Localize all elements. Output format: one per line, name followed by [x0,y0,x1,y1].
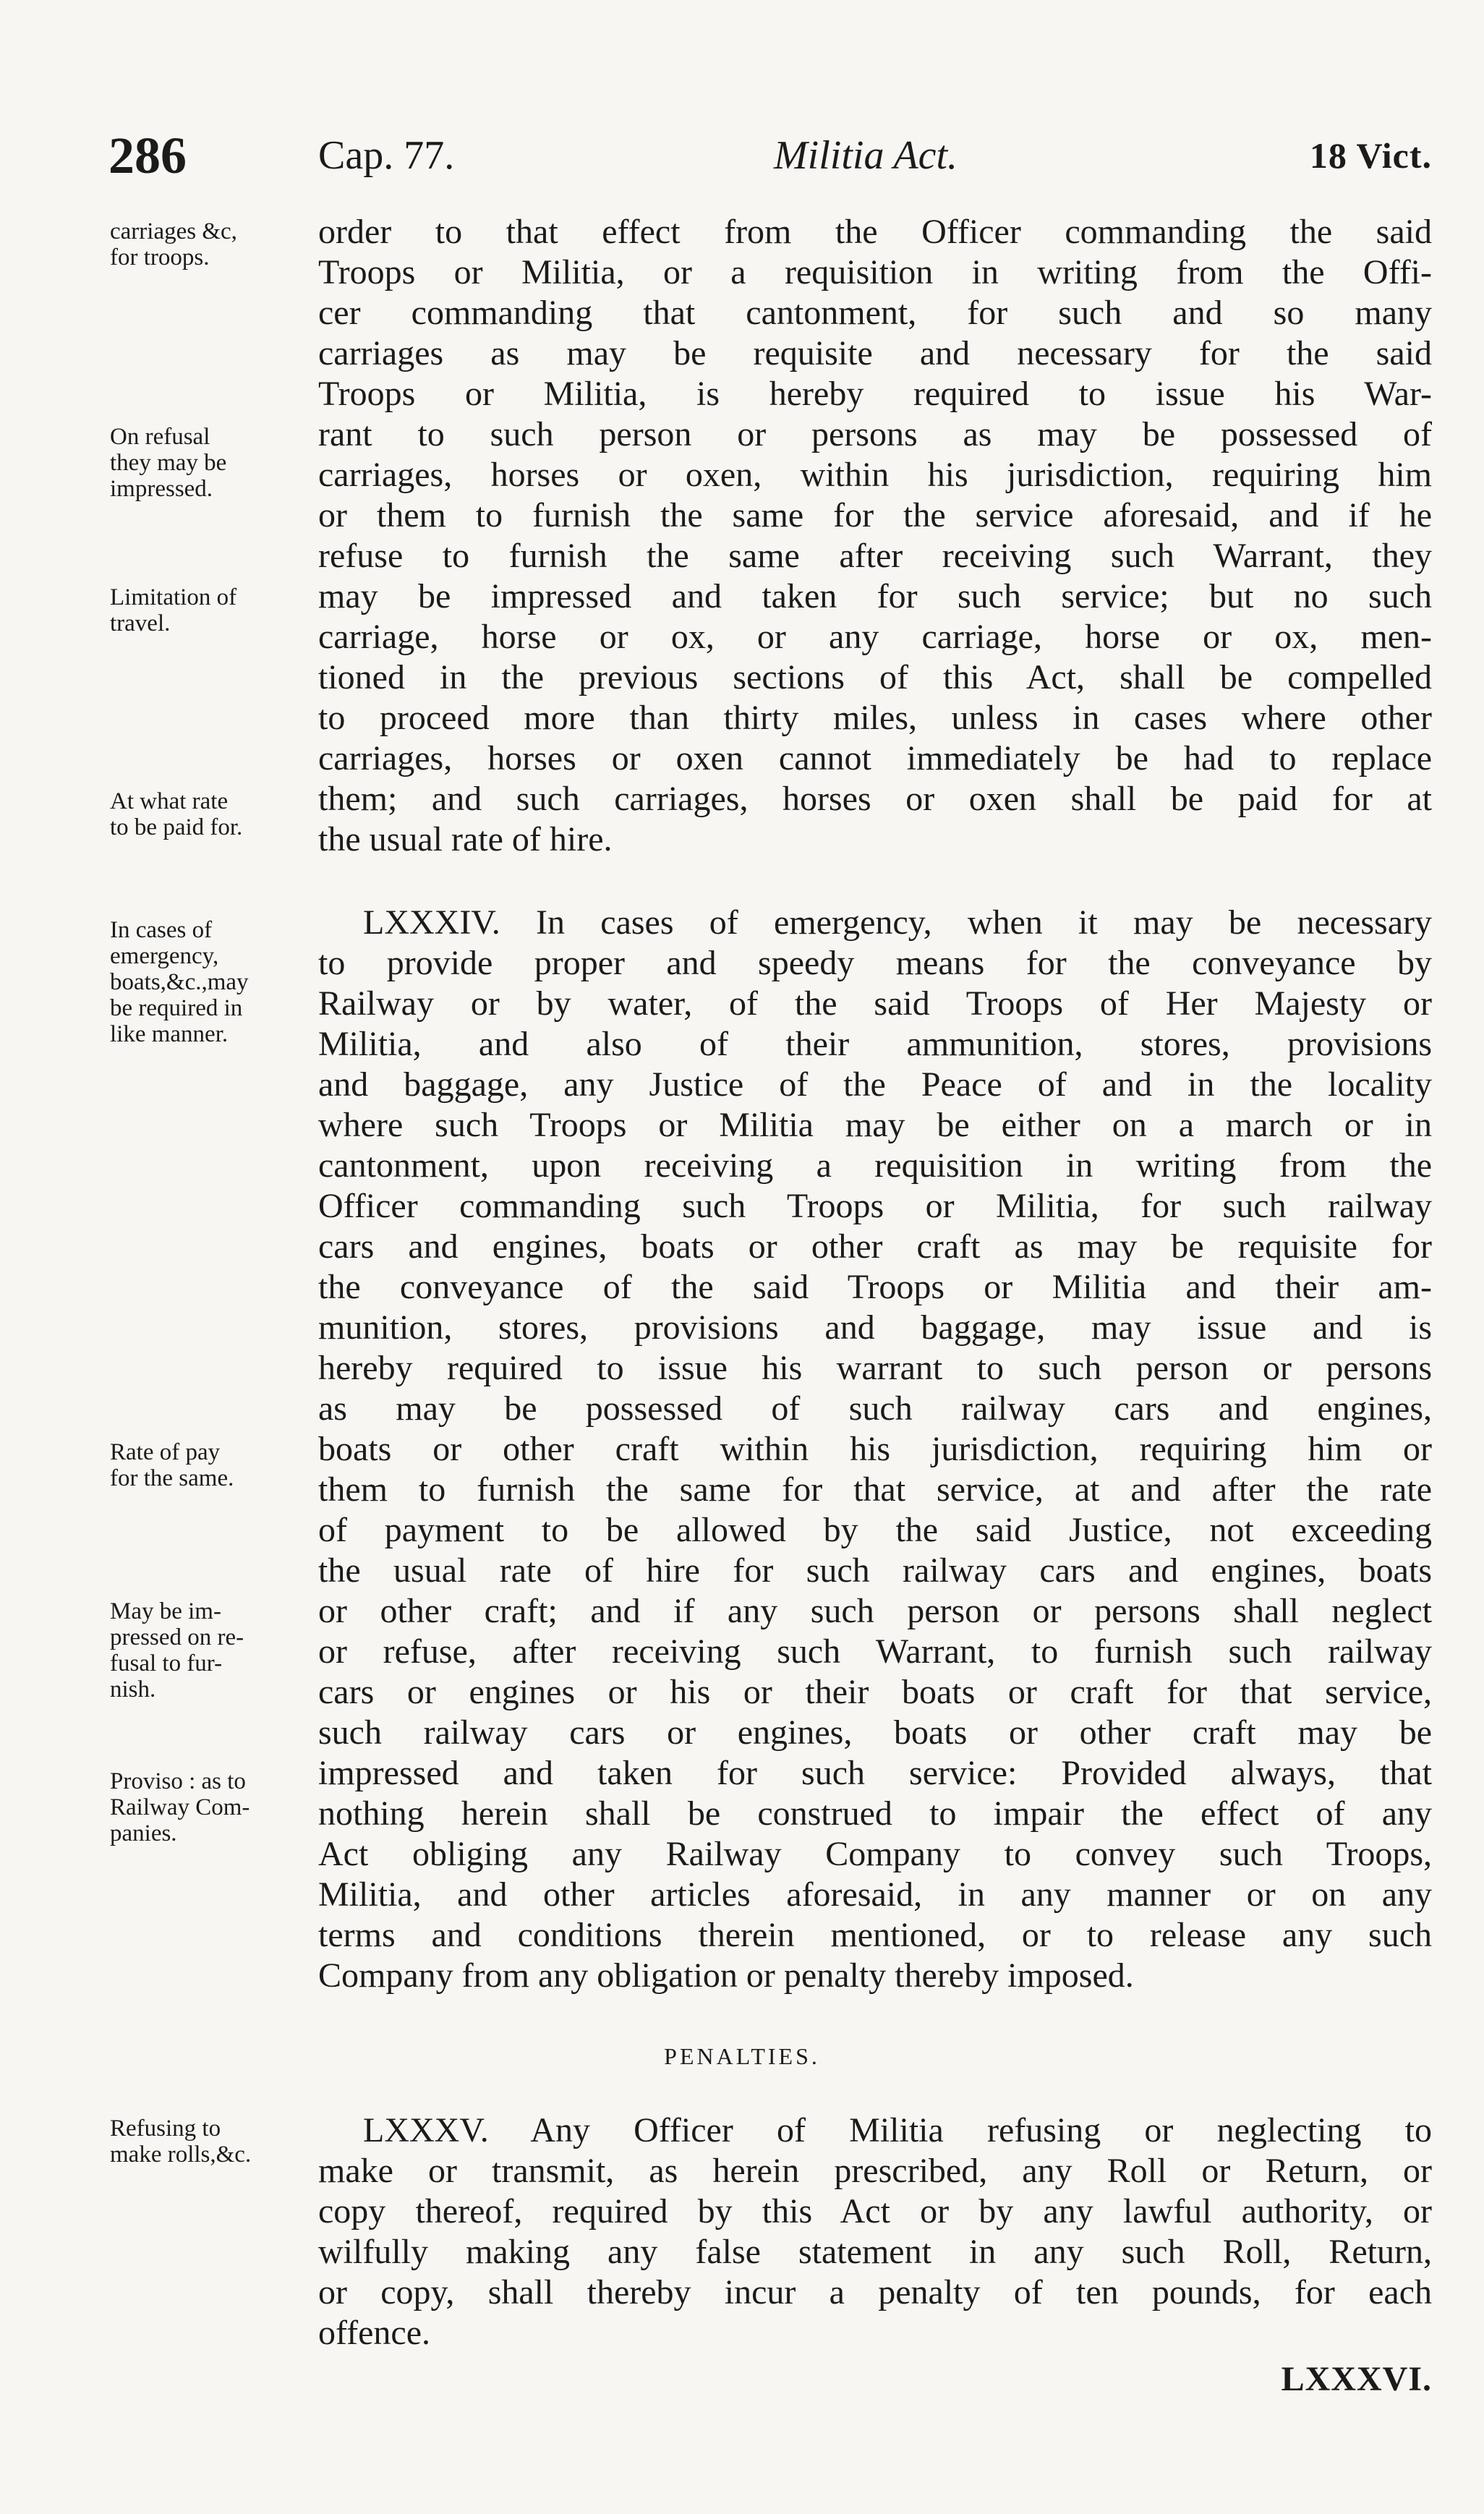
chapter-number: Cap. 77. [318,133,455,178]
text-line: Railway or by water, of the said Troops of Her Majesty or [318,984,1432,1023]
side-note: May be im- pressed on re- fusal to fur- nish. [110,1598,244,1703]
text-line: Militia, and also of their ammunition, stores, provisions [318,1025,1432,1063]
side-note: At what rate to be paid for. [110,788,243,840]
side-note: In cases of emergency, boats,&c.,may be required in like manner. [110,917,249,1047]
side-note: Refusing to make rolls,&c. [110,2115,252,2168]
text-line: carriages, horses or oxen cannot immediately be had to replace [318,739,1432,777]
side-note: carriages &c, for troops. [110,218,237,270]
text-line: or copy, shall thereby incur a penalty of ten pounds, for each [318,2273,1432,2311]
text-line: offence. [318,2314,431,2352]
text-line: Officer commanding such Troops or Militia, for such railway [318,1187,1432,1225]
text-line: carriages, horses or oxen, within his jurisdiction, requiring him [318,456,1432,494]
text-line: to proceed more than thirty miles, unless in cases where other [318,699,1432,737]
text-line: refuse to furnish the same after receiving such Warrant, they [318,537,1432,575]
side-note: Rate of pay for the same. [110,1439,234,1491]
text-line: Troops or Militia, is hereby required to issue his War- [318,375,1432,413]
text-line: such railway cars or engines, boats or other craft may be [318,1713,1432,1752]
text-line: carriage, horse or ox, or any carriage, horse or ox, men- [318,618,1432,656]
text-line: Act obliging any Railway Company to convey such Troops, [318,1835,1432,1873]
text-line: boats or other craft within his jurisdiction, requiring him or [318,1430,1432,1468]
text-line: Company from any obligation or penalty thereby imposed. [318,1956,1134,1995]
text-line: or other craft; and if any such person or persons shall neglect [318,1592,1432,1630]
text-line: cars and engines, boats or other craft as may be requisite for [318,1227,1432,1266]
act-title: Militia Act. [774,133,958,178]
text-line: terms and conditions therein mentioned, or to release any such [318,1916,1432,1954]
text-line: the usual rate of hire. [318,820,613,858]
text-line: cars or engines or his or their boats or craft for that service, [318,1673,1432,1711]
text-line: cantonment, upon receiving a requisition in writing from the [318,1146,1432,1185]
text-line: order to that effect from the Officer commanding the said [318,213,1432,251]
text-line: may be impressed and taken for such service; but no such [318,577,1432,615]
text-line: nothing herein shall be construed to impair the effect of any [318,1794,1432,1833]
text-line: hereby required to issue his warrant to such person or persons [318,1349,1432,1387]
regnal-year: 18 Vict. [1309,135,1432,176]
text-line: cer commanding that cantonment, for such and so many [318,294,1432,332]
text-line: Militia, and other articles aforesaid, in any manner or on any [318,1875,1432,1914]
text-line: wilfully making any false statement in any such Roll, Return, [318,2233,1432,2271]
side-note: Limitation of travel. [110,584,237,636]
text-line: as may be possessed of such railway cars and engines, [318,1389,1432,1428]
text-line: to provide proper and speedy means for the conveyance by [318,944,1432,982]
text-line: or refuse, after receiving such Warrant, to furnish such railway [318,1632,1432,1671]
text-line: or them to furnish the same for the service aforesaid, and if he [318,496,1432,534]
text-line: tioned in the previous sections of this Act, shall be compelled [318,658,1432,696]
section-first-line: LXXXIV. In cases of emergency, when it may be necessary [363,903,1432,942]
text-line: munition, stores, provisions and baggage, may issue and is [318,1308,1432,1347]
text-line: where such Troops or Militia may be either on a march or in [318,1106,1432,1144]
text-line: copy thereof, required by this Act or by any lawful authority, or [318,2192,1432,2230]
text-line: them; and such carriages, horses or oxen shall be paid for at [318,780,1432,818]
text-line: the conveyance of the said Troops or Militia and their am- [318,1268,1432,1306]
side-note: Proviso : as to Railway Com- panies. [110,1768,250,1846]
page-number: 286 [108,127,187,184]
text-line: rant to such person or persons as may be possessed of [318,415,1432,453]
text-line: carriages as may be requisite and necessary for the said [318,334,1432,372]
catchword: LXXXVI. [1281,2360,1432,2398]
side-note: On refusal they may be impressed. [110,424,227,502]
running-header [108,123,1432,188]
text-line: Troops or Militia, or a requisition in writing from the Offi- [318,253,1432,291]
text-line: them to furnish the same for that service, at and after the rate [318,1470,1432,1509]
text-line: and baggage, any Justice of the Peace of and in the locality [318,1065,1432,1104]
section-heading: PENALTIES. [664,2043,820,2069]
text-line: the usual rate of hire for such railway cars and engines, boats [318,1551,1432,1590]
text-line: of payment to be allowed by the said Justice, not exceeding [318,1511,1432,1549]
section-first-line: LXXXV. Any Officer of Militia refusing or neglecting to [363,2111,1432,2149]
text-line: impressed and taken for such service: Provided always, that [318,1754,1432,1792]
text-line: make or transmit, as herein prescribed, any Roll or Return, or [318,2152,1432,2190]
